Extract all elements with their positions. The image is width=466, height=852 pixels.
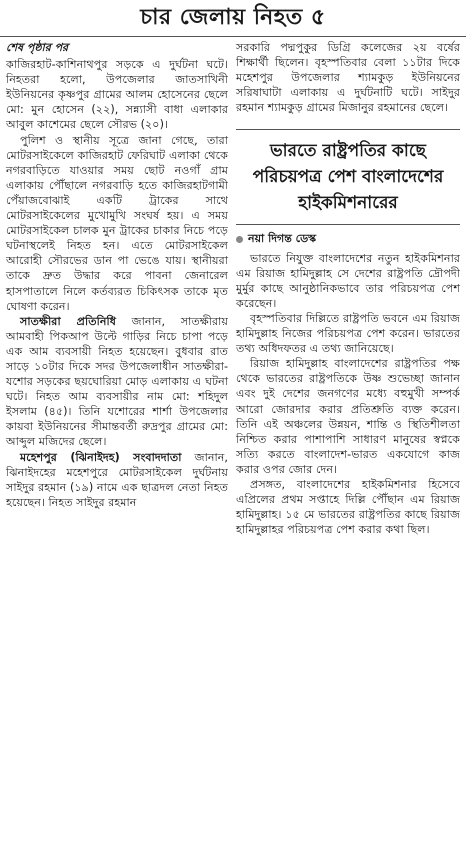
sub-article-headline: ভারতে রাষ্ট্রপতির কাছে পরিচয়পত্র পেশ বাংলাদেশের হাইকমিশনারের (236, 129, 460, 225)
paragraph: বৃহস্পতিবার দিল্লিতে রাষ্ট্রপতি ভবনে এম রিয়াজ হামিদুল্লাহ নিজের পরিচয়পত্র পেশ করেন। ভারতের তথ্য অধিদফতর এ তথ্য জানিয়েছে। (236, 311, 460, 356)
paragraph: প্রসঙ্গত, বাংলাদেশের হাইকমিশনার হিসেবে এপ্রিলের প্রথম সপ্তাহে দিল্লি পৌঁছান এম রিয়াজ হামিদুল্লাহ। ১৫ মে ভারতের রাষ্ট্রপতির কাছে রিয়াজ হামিদুল্লাহর পরিচয়পত্র পেশ করার কথা ছিল। (236, 477, 460, 537)
paragraph (6, 450, 228, 510)
desk-byline (236, 231, 460, 246)
paragraph: ভারতে নিযুক্ত বাংলাদেশের নতুন হাইকমিশনার এম রিয়াজ হামিদুল্লাহ সে দেশের রাষ্ট্রপতি দ্রৌপদী মুর্মুর কাছে আনুষ্ঠানিকভাবে তার পরিচয়পত্র পেশ করেছেন। (236, 251, 460, 310)
continued-label: শেষ পৃষ্ঠার পর (6, 41, 69, 54)
paragraph: রিয়াজ হামিদুল্লাহ বাংলাদেশের রাষ্ট্রপতির পক্ষ থেকে ভারতের রাষ্ট্রপতিকে উষ্ণ শুভেচ্ছা জানান এবং দুই দেশের জনগণের মধ্যে বহুমুখী সম্পর্ক আরো জোরদার করার প্রতিশ্রুতি ব্যক্ত করেন। তিনি এই অঞ্চলের উন্নয়ন, শান্তি ও স্থিতিশীলতা নিশ্চিত করার পাশাপাশি সাধারণ মানুষের স্বপ্নকে সত্যি করতে বাংলাদেশ-ভারত একযোগে কাজ করার ওপর জোর দেন। (236, 357, 460, 476)
paragraph-text: জানান, ঝিনাইদহের মহেশপুরে মোটরসাইকেল দুর্ঘটনায় সাইদুর রহমান (১৯) নামে এক ছাত্রদল নেতা নিহত হয়েছেন। নিহত সাইদুর রহমান (6, 450, 228, 509)
paragraph (6, 314, 228, 450)
byline: মহেশপুর (ঝিনাইদহ) সংবাদদাতা (20, 450, 182, 464)
paragraph: সরকারি পদ্মপুকুর ডিগ্রি কলেজের ২য় বর্ষের শিক্ষার্থী ছিলেন। বৃহস্পতিবার বেলা ১১টার দিকে মহেশপুর উপজেলার শ্যামকুড় ইউনিয়নের সরিষাঘাটা এলাকায় এ দুর্ঘটনাটি ঘটে। সাইদুর রহমান শ্যামকুড় গ্রামের মিজানুর রহমানের ছেলে। (236, 41, 460, 115)
paragraph-text: জানান, সাতক্ষীরায় আমবাহী পিকআপ উল্টে গাড়ির নিচে চাপা পড়ে এক আম ব্যবসায়ী নিহত হয়েছেন। বুধবার রাত সাড়ে ১০টার দিকে সদর উপজেলাধীন সাতক্ষীরা-যশোর সড়কের ছয়ঘোরিয়া মোড় এলাকায় এ ঘটনা ঘটে। নিহত আম ব্যবসায়ীর নাম মো: শহিদুল ইসলাম (৪৫)। তিনি যশোরের শার্শা উপজেলার কায়বা ইউনিয়নের সীমান্তবর্তী রুদ্রপুর গ্রামের মো: আব্দুল মজিদের ছেলে। (6, 314, 228, 449)
article-headline: চার জেলায় নিহত ৫ (0, 0, 466, 37)
paragraph: কাজিরহাট-কাশিনাথপুর সড়কে এ দুর্ঘটনা ঘটে। নিহতরা হলো, উপজেলার জাতসাখিনী ইউনিয়নের কৃষ্ণপুর গ্রামের আলম হোসেনের ছেলে মো: মুন হোসেন (২২), সন্ন্যাসী বাধা এলাকার আবুল কাশেমের ছেলে সৌরভ (২০)। (6, 58, 228, 132)
bullet-icon (236, 236, 243, 243)
left-column (6, 40, 228, 510)
byline: সাতক্ষীরা প্রতিনিধি (20, 314, 116, 328)
desk-label: নয়া দিগন্ত ডেস্ক (248, 232, 317, 246)
right-column (236, 40, 460, 537)
paragraph: পুলিশ ও স্থানীয় সূত্রে জানা গেছে, তারা মোটরসাইকেলে কাজিরহাট ফেরিঘাট এলাকা থেকে নগরবাড়িতে যাওয়ার সময় ছোট নওগাঁ গ্রাম এলাকায় পৌঁছালে নগরবাড়ি হতে কাজিরহাটগামী পেঁয়াজবোঝাই একটি ট্রাকের সাথে মোটরসাইকেলের মুখোমুখি সংঘর্ষ হয়। এ সময় মোটরসাইকেল চালক মুন ট্রাকের চাকার নিচে পড়ে ঘটনাস্থলেই নিহত হন। এতে মোটরসাইকেল আরোহী সৌরভের ডান পা ভেঙে যায়। স্থানীয়রা তাকে দ্রুত উদ্ধার করে পাবনা জেনারেল হাসপাতালে নিলে কর্তব্যরত চিকিৎসক তাকে মৃত ঘোষণা করেন। (6, 133, 228, 313)
